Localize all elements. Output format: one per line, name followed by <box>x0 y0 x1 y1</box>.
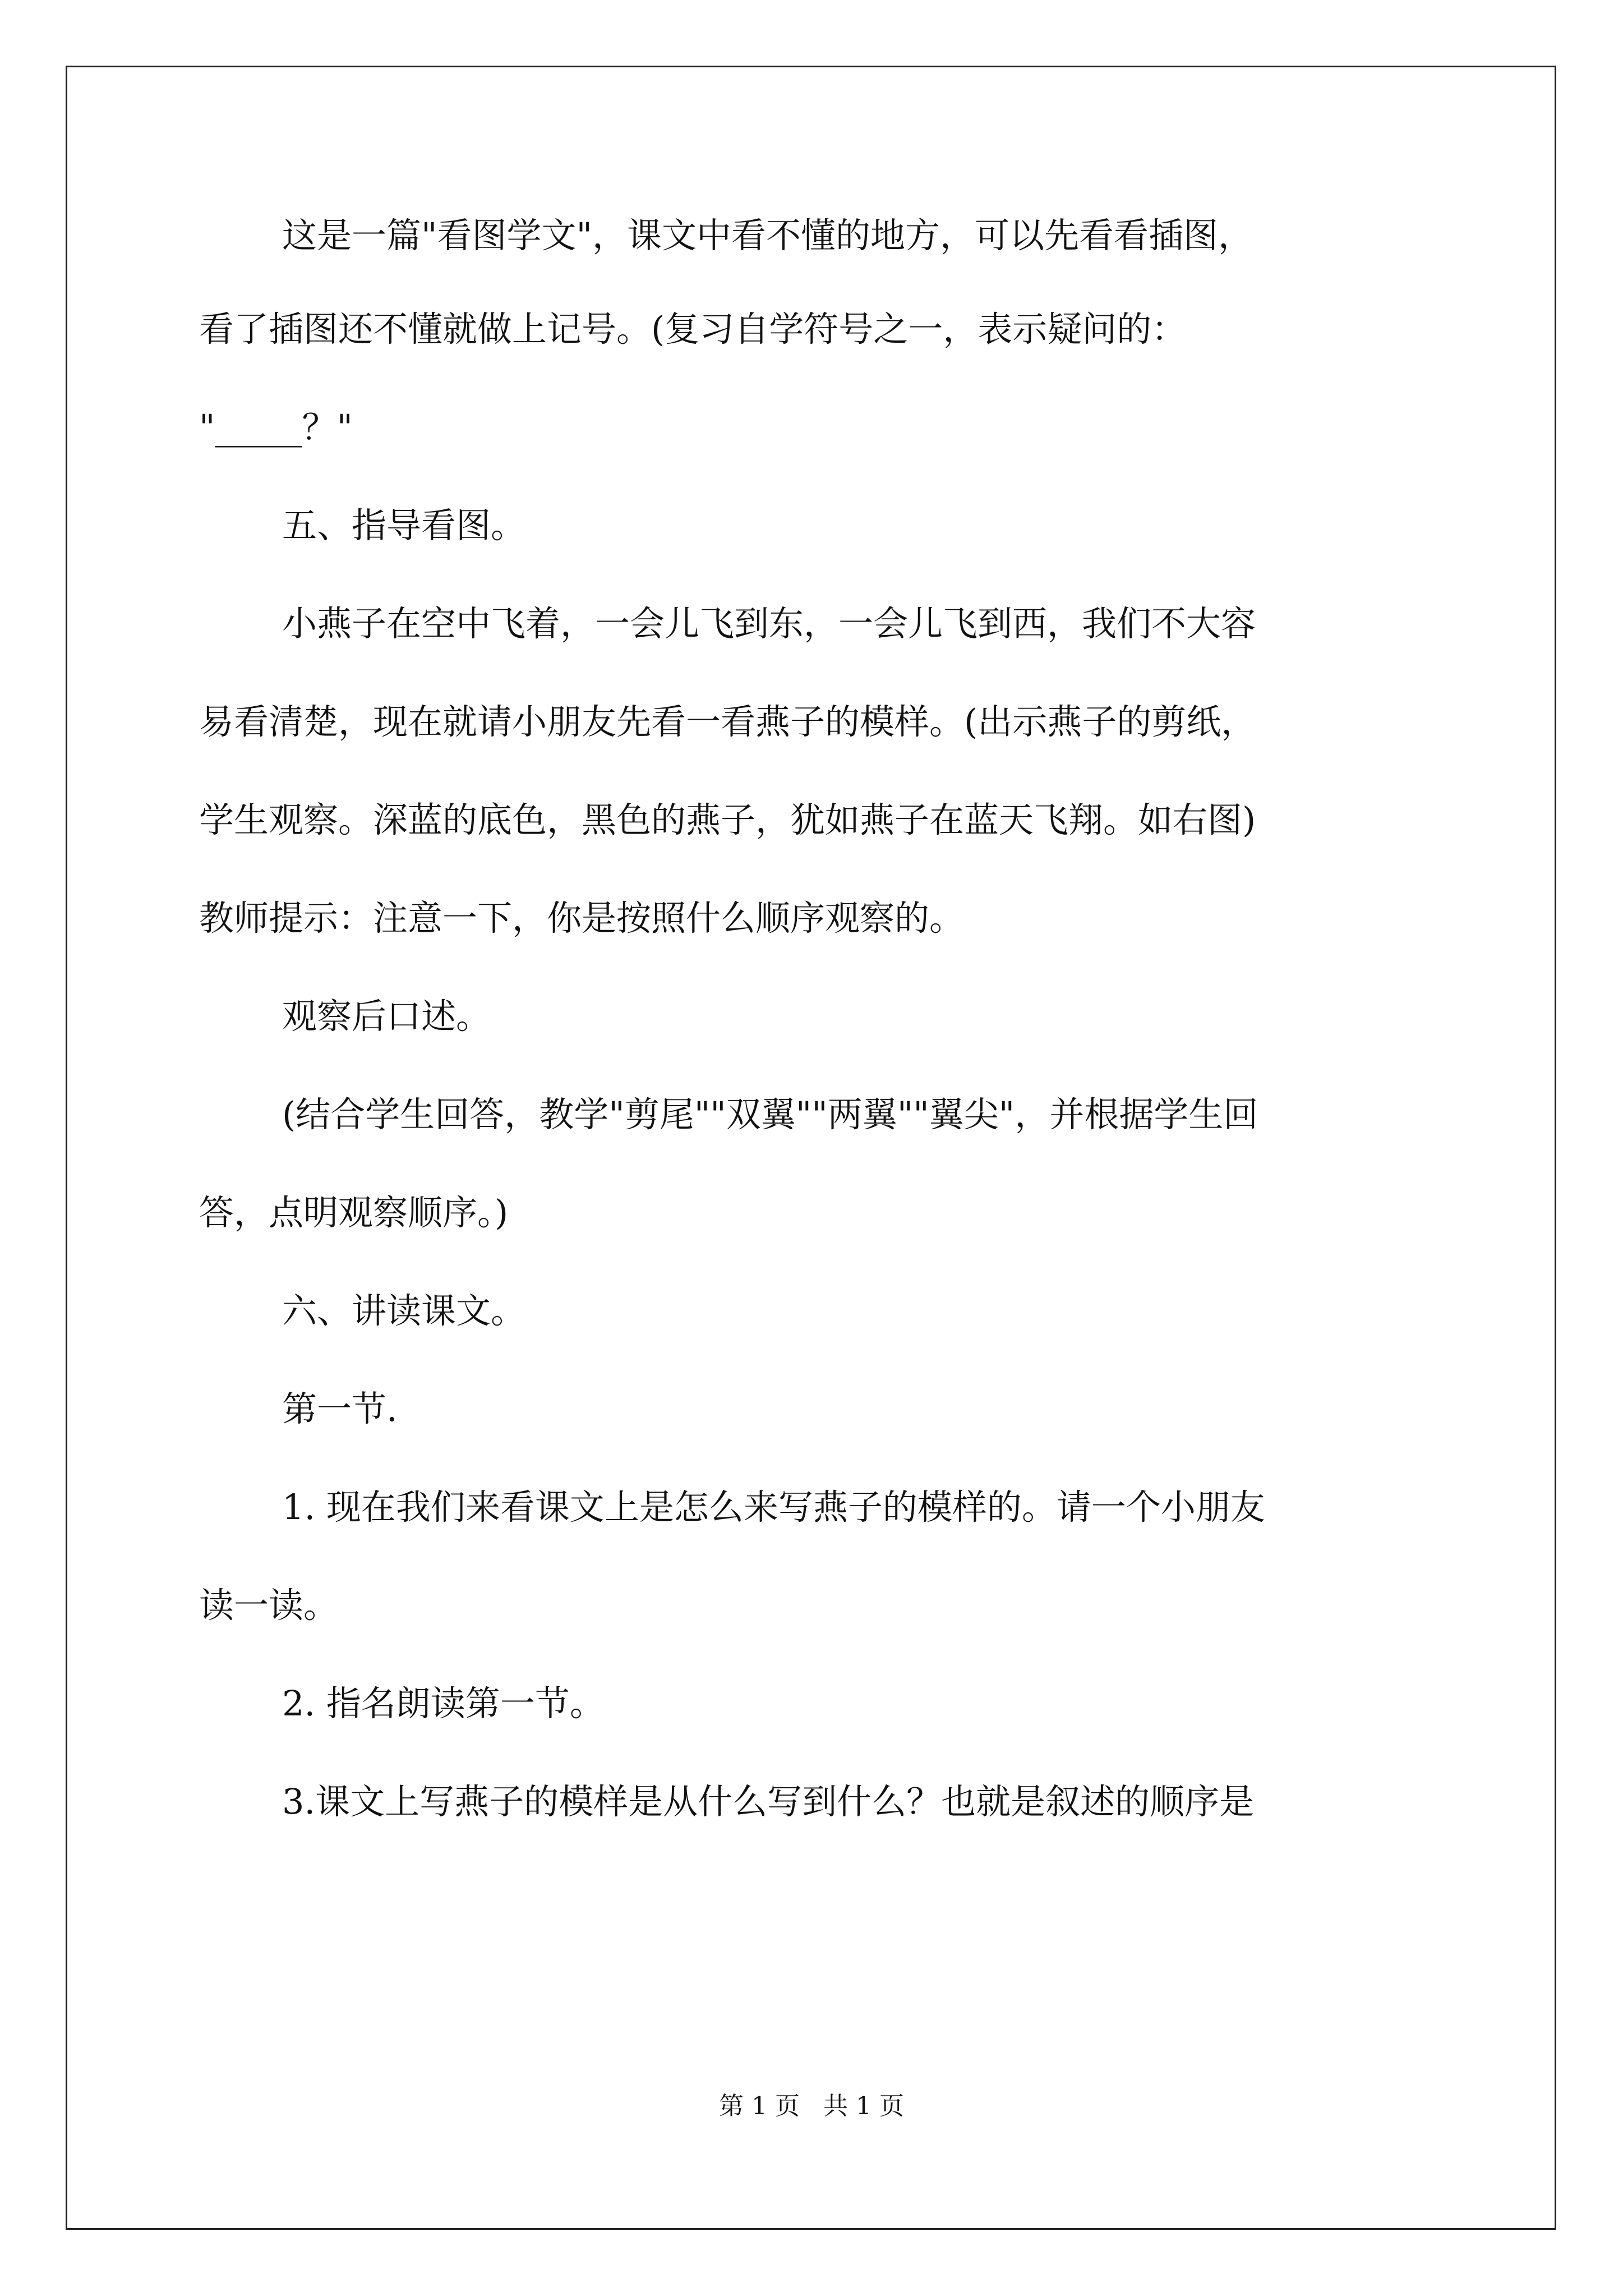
text-line: 看了插图还不懂就做上记号。(复习自学符号之一，表示疑问的： <box>199 309 1187 349</box>
text-line: 2. 指名朗读第一节。 <box>282 1683 605 1724</box>
section-heading: 六、讲读课文。 <box>282 1290 526 1331</box>
text-line: 学生观察。深蓝的底色，黑色的燕子，犹如燕子在蓝天飞翔。如右图) <box>199 799 1256 840</box>
text-line: 这是一篇"看图学文"，课文中看不懂的地方，可以先看看插图， <box>282 215 1253 256</box>
text-line: 读一读。 <box>199 1585 339 1626</box>
text-line: (结合学生回答，教学"剪尾""双翼""两翼""翼尖"，并根据学生回 <box>282 1094 1258 1135</box>
page-border <box>66 66 1556 2230</box>
section-heading: 五、指导看图。 <box>282 505 526 546</box>
text-line: 答，点明观察顺序。) <box>199 1192 509 1233</box>
text-line: "_____？" <box>199 407 353 448</box>
text-line: 观察后口述。 <box>282 996 491 1037</box>
text-line: 3.课文上写燕子的模样是从什么写到什么？也就是叙述的顺序是 <box>282 1781 1255 1822</box>
text-line: 小燕子在空中飞着，一会儿飞到东，一会儿飞到西，我们不大容 <box>282 603 1256 644</box>
text-line: 1. 现在我们来看课文上是怎么来写燕子的模样的。请一个小朋友 <box>282 1487 1265 1527</box>
text-line: 教师提示：注意一下，你是按照什么顺序观察的。 <box>199 898 965 938</box>
subsection-heading: 第一节. <box>282 1388 398 1429</box>
page-number-footer: 第 1 页 共 1 页 <box>719 2092 904 2120</box>
text-line: 易看清楚，现在就请小朋友先看一看燕子的模样。(出示燕子的剪纸， <box>199 701 1256 742</box>
